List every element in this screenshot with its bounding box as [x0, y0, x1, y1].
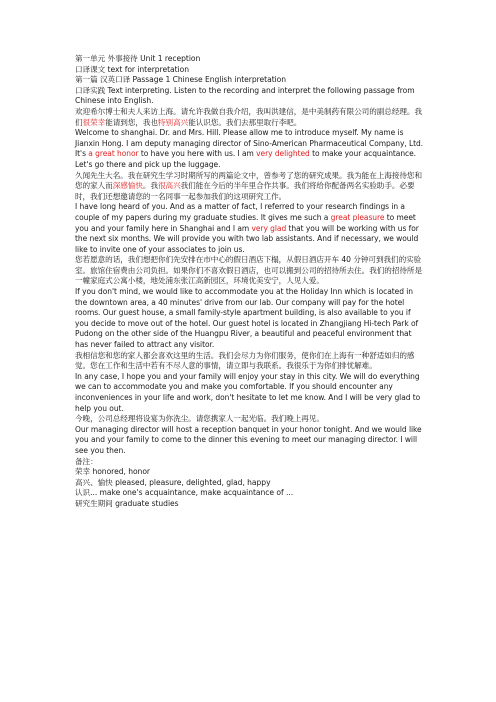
paragraph-3-english	[75, 287, 425, 351]
paragraph-5-chinese	[75, 414, 425, 425]
highlighted-phrase: 很高兴	[158, 181, 181, 191]
highlighted-phrase: very delighted	[256, 149, 310, 159]
text-run: 今晚，公司总经理将设宴为你洗尘。请您携家人一起光临。我们晚上再见。	[75, 414, 324, 424]
highlighted-phrase: great pleasure	[330, 212, 385, 222]
text-run: 久闻先生大名。我在研究生学习时期所写的两篇论文中，曾参考了您的研究成果。我为能在上海接待您和您的家人而	[75, 170, 423, 191]
paragraph-2-chinese	[75, 171, 425, 203]
passage-paragraphs	[75, 107, 425, 457]
note-item: 高兴、愉快 pleased, pleasure, delighted, glad, happy	[75, 477, 271, 487]
practice-instruction: 口译实践 Text interpreting. Listen to the recording and interpret the following passage from Chinese into English.	[75, 85, 415, 106]
paragraph-3-chinese	[75, 255, 425, 287]
passage-heading: 第一篇 汉英口译 Passage 1 Chinese English interpretation	[75, 75, 287, 85]
text-run: to have you here with us. I am	[138, 149, 257, 159]
text-run: 能请到您，我也	[105, 117, 158, 127]
text-run: I have long heard of you. And as a matter of fact, I referred to your research findings in a couple of my papers during my graduate studies. It gives me such a	[75, 202, 405, 222]
text-run: If you don't mind, we would like to accommodate you at the Holiday Inn which is located in the downtown area, a 40 minutes' drive from our lab. Our company will pay for the hotel rooms. Our guest house, a small family-style apartment building, is also available to you if you decide to move out of the hotel. Our guest hotel is located in Zhangjiang Hi-tech Park of Pudong on the other side of the Huangpu River, a beautiful and peaceful environment that has never failed to attract any visitor.	[75, 287, 419, 350]
text-run: 能认识您。我们去那里取行李吧。	[188, 117, 302, 127]
paragraph-2-english	[75, 202, 425, 255]
paragraph-4-chinese	[75, 351, 425, 372]
highlighted-phrase: a great honor	[88, 149, 139, 159]
section-title: 口译课文 text for interpretation	[75, 64, 189, 74]
text-run: In any case, I hope you and your family will enjoy your stay in this city. We will do everything we can to accommodate you and make you comfortable. If you should encounter any inconveniences in your life and work, don't hesitate to let me know. And I will be very glad to help you out.	[75, 371, 421, 413]
notes-title: 备注：	[75, 456, 98, 466]
text-run: Our managing director will host a reception banquet in your honor tonight. And we would like you and your family to come to the dinner this evening to meet our managing director. I will see you then.	[75, 424, 422, 455]
text-run: 欢迎希尔博士和夫人来访上海。请允许我做自我介绍，我叫洪建信，是中美制药有限公司的副总经理。我们	[75, 106, 423, 127]
note-item: 认识... make one's acquaintance, make acquaintance of ...	[75, 488, 294, 498]
note-item: 荣幸 honored, honor	[75, 467, 150, 477]
highlighted-phrase: very glad	[251, 223, 287, 233]
highlighted-phrase: 很荣幸	[82, 117, 106, 127]
paragraph-4-english	[75, 372, 425, 414]
highlighted-phrase: 特别高兴	[158, 117, 189, 127]
text-run: to make your acquaintance. Let's go there and pick up the luggage.	[75, 149, 417, 169]
notes-list	[75, 467, 425, 509]
text-run: 您若愿意的话，我们想把你们先安排在市中心的假日酒店下榻，从假日酒店开车 40 分钟可到我们的实验室。旅馆住宿费由公司负担。如果你们不喜欢假日酒店，也可以搬到公司的招待所去住。我们的招待所是一幢家庭式公寓小楼，地处浦东张江高新园区，环境优美安宁，人见人爱。	[75, 255, 423, 286]
text-run: Welcome to shanghai. Dr. and Mrs. Hill. Please allow me to introduce myself. My name is Jianxin Hong. I am deputy managing director of Sino-American Pharmaceutical Company, Ltd. It's	[75, 128, 424, 159]
paragraph-1-english	[75, 128, 425, 170]
text-run: 。我	[142, 181, 158, 191]
text-run: to meet you and your family here in Shanghai and I am	[75, 212, 416, 233]
text-run: 我相信您和您的家人都会喜欢这里的生活。我们会尽力为你们服务，使你们在上海有一种舒适如归的感觉。您在工作和生活中若有不尽人意的事情，请立即与我联系。我很乐于为你们排忧解难。	[75, 350, 415, 371]
document-body	[75, 54, 425, 510]
text-run: 我们能在今后的半年里合作共事。我们将给你配备两名实验助手。必要时，我们还想邀请您的一名同事一起参加我们的这项研究工作。	[75, 181, 415, 201]
text-run: that you will be working with us for the next six months. We will provide you with two lab assistants. And if necessary, we would like to invite one of your associates to join us.	[75, 223, 419, 254]
paragraph-1-chinese	[75, 107, 425, 128]
paragraph-5-english	[75, 425, 425, 457]
unit-heading: 第一单元 外事接待 Unit 1 reception	[75, 54, 201, 63]
note-item: 研究生期间 graduate studies	[75, 498, 179, 508]
highlighted-phrase: 深感愉快	[112, 181, 143, 191]
